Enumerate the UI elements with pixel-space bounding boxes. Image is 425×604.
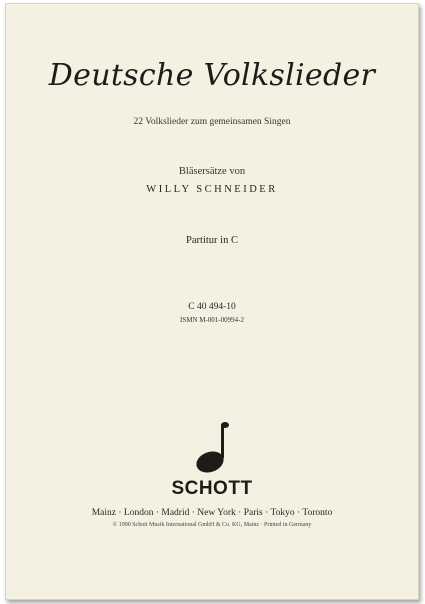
publisher-name: SCHOTT — [171, 478, 253, 499]
publisher-cities: Mainz · London · Madrid · New York · Paris · Tokyo · Toronto — [91, 508, 333, 518]
note-icon — [188, 420, 238, 476]
arranger-label: Bläsersätze von — [178, 166, 246, 177]
isbn-number: ISMN M-001-00994-2 — [180, 316, 244, 324]
edition-number: C 40 494-10 — [188, 302, 236, 312]
cover-subtitle: 22 Volkslieder zum gemeinsamen Singen — [133, 117, 291, 127]
copyright-notice: © 1990 Schott Musik International GmbH & Co. KG, Mainz · Printed in Germany — [112, 522, 312, 528]
cover-title: Deutsche Volkslieder — [48, 58, 376, 93]
cover-page — [5, 3, 419, 600]
score-type: Partitur in C — [186, 235, 238, 246]
composer-name: WILLY SCHNEIDER — [146, 184, 278, 195]
